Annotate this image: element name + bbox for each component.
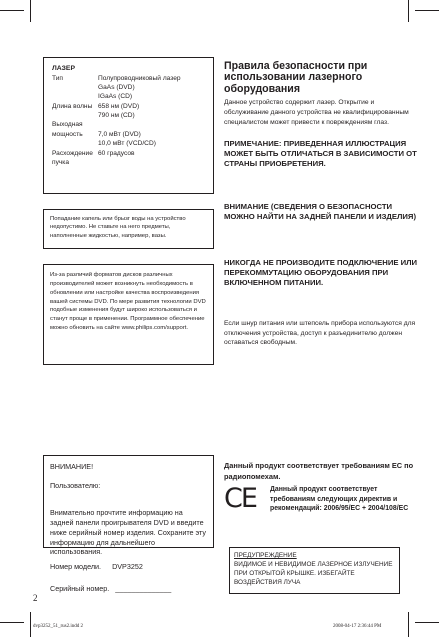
liquid-warning-text: Попадание капель или брызг воды на устройство недопустимо. Не ставьте на него предметы, наполненные жидкостью, например, вазы.: [50, 216, 186, 239]
serial-number-label: Серийный номер.: [50, 583, 110, 593]
laser-spec-value: GaAs (DVD): [98, 84, 135, 91]
model-number-line: [50, 562, 207, 572]
laser-spec-row: [52, 111, 205, 120]
power-plug-text: Если шнур питания или штепсель прибора используются для отключения устройства, доступ к разъединителю должен оставаться свободным.: [224, 320, 416, 347]
footer-file-name: dvp3252_51_rus2.indd 2: [33, 624, 83, 629]
safety-info-attention: ВНИМАНИЕ (СВЕДЕНИЯ О БЕЗОПАСНОСТИ МОЖНО НАЙТИ НА ЗАДНЕЙ ПАНЕЛИ И ИЗДЕЛИЯ): [224, 202, 417, 222]
footer-date: 2008-04-17 2:36:44 PM: [333, 624, 382, 629]
crop-mark: [415, 622, 439, 623]
laser-safety-section: [224, 61, 420, 127]
laser-spec-value: IGaAs (CD): [98, 93, 133, 101]
ec-directives-text: Данный продукт соответствует требованиям следующих директив и рекомендаций: 2006/95/EC + 2004/108/EC: [270, 486, 409, 513]
serial-number-line: [50, 584, 207, 594]
laser-spec-key: Выходная: [52, 121, 83, 129]
owner-to-user: Пользователю:: [50, 480, 101, 490]
laser-radiation-warning-box: [229, 547, 400, 594]
laser-spec-value: 7,0 мВт (DVD): [98, 130, 141, 138]
laser-spec-key: Тип: [52, 74, 63, 82]
laser-spec-value: 60 градусов: [98, 149, 135, 157]
owner-record-box: [43, 455, 214, 593]
laser-spec-value: Полупроводниковый лазер: [98, 74, 181, 82]
laser-spec-row: [52, 130, 205, 139]
page-number: 2: [33, 593, 38, 603]
connection-warning-section: [224, 258, 420, 288]
warning-title: ПРЕДУПРЕЖДЕНИЕ: [234, 552, 297, 559]
laser-spec-key: [52, 92, 98, 101]
model-number-label: Номер модели.: [50, 562, 102, 572]
crop-mark: [0, 10, 24, 11]
crop-mark: [30, 612, 31, 637]
crop-mark: [408, 0, 409, 22]
laser-safety-text: Данное устройство содержит лазер. Открытие и обслуживание данного устройства не квалифицированным специалистом может привести к повреждениям глаз.: [224, 99, 409, 126]
laser-spec-key: [52, 139, 98, 148]
disc-formats-box: [43, 264, 214, 365]
model-number-value: DVP3252: [112, 562, 143, 572]
laser-spec-row: [52, 74, 205, 83]
laser-spec-row: [52, 120, 205, 129]
ce-mark-logo: CE: [224, 483, 256, 515]
laser-spec-key: мощность: [52, 130, 83, 138]
crop-mark: [0, 622, 24, 623]
liquid-warning-box: [43, 209, 214, 249]
ec-compliance-section: [224, 461, 420, 514]
laser-spec-table: [52, 74, 205, 168]
laser-spec-row: [52, 102, 205, 111]
owner-heading: ВНИМАНИЕ!: [50, 462, 94, 471]
laser-spec-key: пучка: [52, 158, 69, 166]
laser-spec-row: [52, 83, 205, 92]
serial-number-field: ______________: [115, 583, 172, 593]
ec-compliance-heading: Данный продукт соответствует требованиям ЕС по радиопомехам.: [224, 461, 414, 481]
laser-spec-key: Длина волны: [52, 102, 93, 110]
laser-spec-row: [52, 92, 205, 101]
crop-mark: [415, 10, 439, 11]
power-plug-section: [224, 319, 420, 348]
laser-spec-value: [98, 120, 205, 129]
laser-spec-row: [52, 158, 205, 167]
laser-spec-value: [98, 158, 205, 167]
connection-warning: НИКОГДА НЕ ПРОИЗВОДИТЕ ПОДКЛЮЧЕНИЕ ИЛИ ПЕРЕКОММУТАЦИЮ ОБОРУДОВАНИЯ ПРИ ВКЛЮЧЕННОМ ПИТАНИИ.: [224, 258, 418, 288]
crop-mark: [30, 0, 31, 22]
laser-spec-row: [52, 139, 205, 148]
crop-mark: [408, 612, 409, 637]
laser-spec-value: 10,0 мВт (VCD/CD): [98, 140, 156, 148]
laser-spec-box: [43, 57, 214, 194]
disc-formats-text: Из-за различий форматов дисков различных производителей может возникнуть необходимость в обновлении или настройке качества воспроизведения вашей системы DVD. По мере развития технологии DVD подобные изменения будут широко использоваться и станут проще в применении. Программное обеспечение можно обновить на сайте www.philips.com/support.: [50, 272, 206, 332]
laser-spec-row: [52, 149, 205, 158]
laser-spec-key: [52, 111, 98, 120]
laser-safety-title: Правила безопасности при использовании лазерного оборудования: [224, 60, 368, 95]
laser-spec-value: 790 нм (CD): [98, 112, 135, 120]
warning-text: ВИДИМОЕ И НЕВИДИМОЕ ЛАЗЕРНОЕ ИЗЛУЧЕНИЕ ПРИ ОТКРЫТОЙ КРЫШКЕ. ИЗБЕГАЙТЕ ВОЗДЕЙСТВИЯ ЛУЧА: [234, 561, 393, 587]
note-section: [224, 139, 420, 169]
attention-section: [224, 202, 420, 222]
laser-title: ЛАЗЕР: [52, 65, 76, 72]
laser-spec-key: Расхождение: [52, 149, 93, 157]
laser-spec-key: [52, 83, 98, 92]
illustration-note: ПРИМЕЧАНИЕ: ПРИВЕДЕННАЯ ИЛЛЮСТРАЦИЯ МОЖЕТ БЫТЬ ОТЛИЧАТЬСЯ В ЗАВИСИМОСТИ ОТ СТРАНЫ ПРИОБРЕТЕНИЯ.: [224, 139, 417, 169]
owner-instructions: Внимательно прочтите информацию на задней панели проигрывателя DVD и введите ниже серийный номер изделия. Сохраните эту информацию для дальнейшего использования.: [50, 508, 207, 557]
ce-row: [224, 485, 420, 514]
laser-spec-value: 658 нм (DVD): [98, 102, 140, 110]
